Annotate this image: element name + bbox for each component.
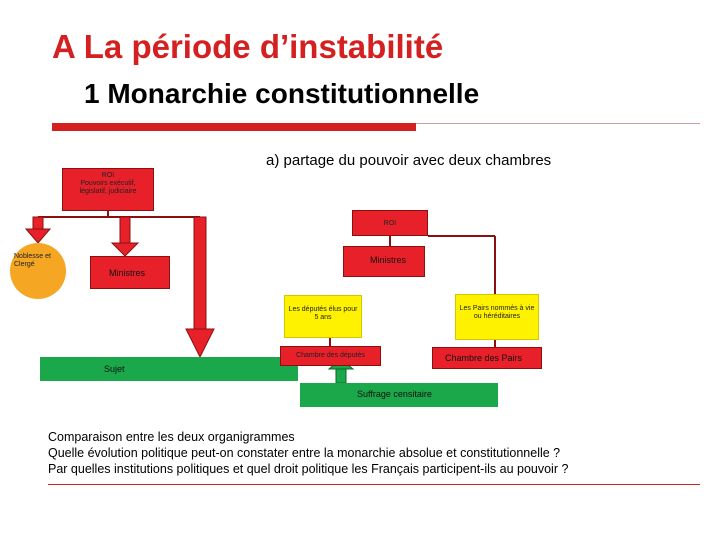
roi-constitutional-box bbox=[352, 210, 428, 236]
question-1: Comparaison entre les deux organigrammes bbox=[48, 430, 295, 444]
noblesse-circle bbox=[10, 243, 66, 299]
sujet-label: Sujet bbox=[104, 364, 125, 374]
chambre-deputes-box bbox=[280, 346, 381, 366]
ministres-constitutional-label: Ministres bbox=[370, 255, 407, 265]
page-title: A La période d’instabilité bbox=[52, 28, 444, 65]
arrow-suffrage-shaft bbox=[336, 369, 346, 383]
arrow-noblesse-shaft bbox=[33, 217, 43, 229]
deputes-elus-label: Les députés élus pour 5 ans bbox=[288, 306, 358, 321]
question-3: Par quelles institutions politiques et quel droit politique les Français participent-ils au pouvoir ? bbox=[48, 462, 569, 476]
sujet-box bbox=[40, 357, 298, 381]
ministres-absolute-label: Ministres bbox=[109, 268, 146, 278]
roi-absolute-powers: Pouvoirs exécutif, législatif, judiciaire bbox=[79, 180, 137, 195]
roi-absolute-box bbox=[62, 168, 154, 211]
chambre-pairs-box bbox=[432, 347, 542, 369]
arrow-sujet-head bbox=[186, 329, 214, 357]
roi-constitutional-label: ROI bbox=[383, 220, 397, 227]
question-2: Quelle évolution politique peut-on constater entre la monarchie absolue et constitutionnelle ? bbox=[48, 446, 561, 460]
noblesse-label: Noblesse et Clergé bbox=[14, 253, 51, 268]
divider-bottom bbox=[48, 484, 700, 485]
page-subtitle: 1 Monarchie constitutionnelle bbox=[84, 78, 480, 109]
ministres-absolute-box bbox=[90, 256, 170, 289]
arrow-noblesse-head bbox=[26, 229, 50, 243]
arrow-ministres-left-head bbox=[112, 243, 138, 256]
deputes-elus-box bbox=[284, 295, 362, 338]
ministres-constitutional-box bbox=[343, 246, 425, 277]
pairs-nommes-label: Les Pairs nommés à vie ou héréditaires bbox=[459, 305, 535, 320]
chambre-deputes-label: Chambre des députés bbox=[296, 352, 365, 359]
roi-absolute-title: ROI bbox=[101, 172, 115, 179]
arrow-ministres-left-shaft bbox=[120, 217, 130, 243]
arrow-sujet-shaft bbox=[194, 217, 206, 329]
section-heading: a) partage du pouvoir avec deux chambres bbox=[266, 152, 552, 169]
suffrage-box bbox=[300, 383, 498, 407]
pairs-nommes-box bbox=[455, 294, 539, 340]
suffrage-label: Suffrage censitaire bbox=[357, 389, 432, 399]
chambre-pairs-label: Chambre des Pairs bbox=[445, 353, 523, 363]
